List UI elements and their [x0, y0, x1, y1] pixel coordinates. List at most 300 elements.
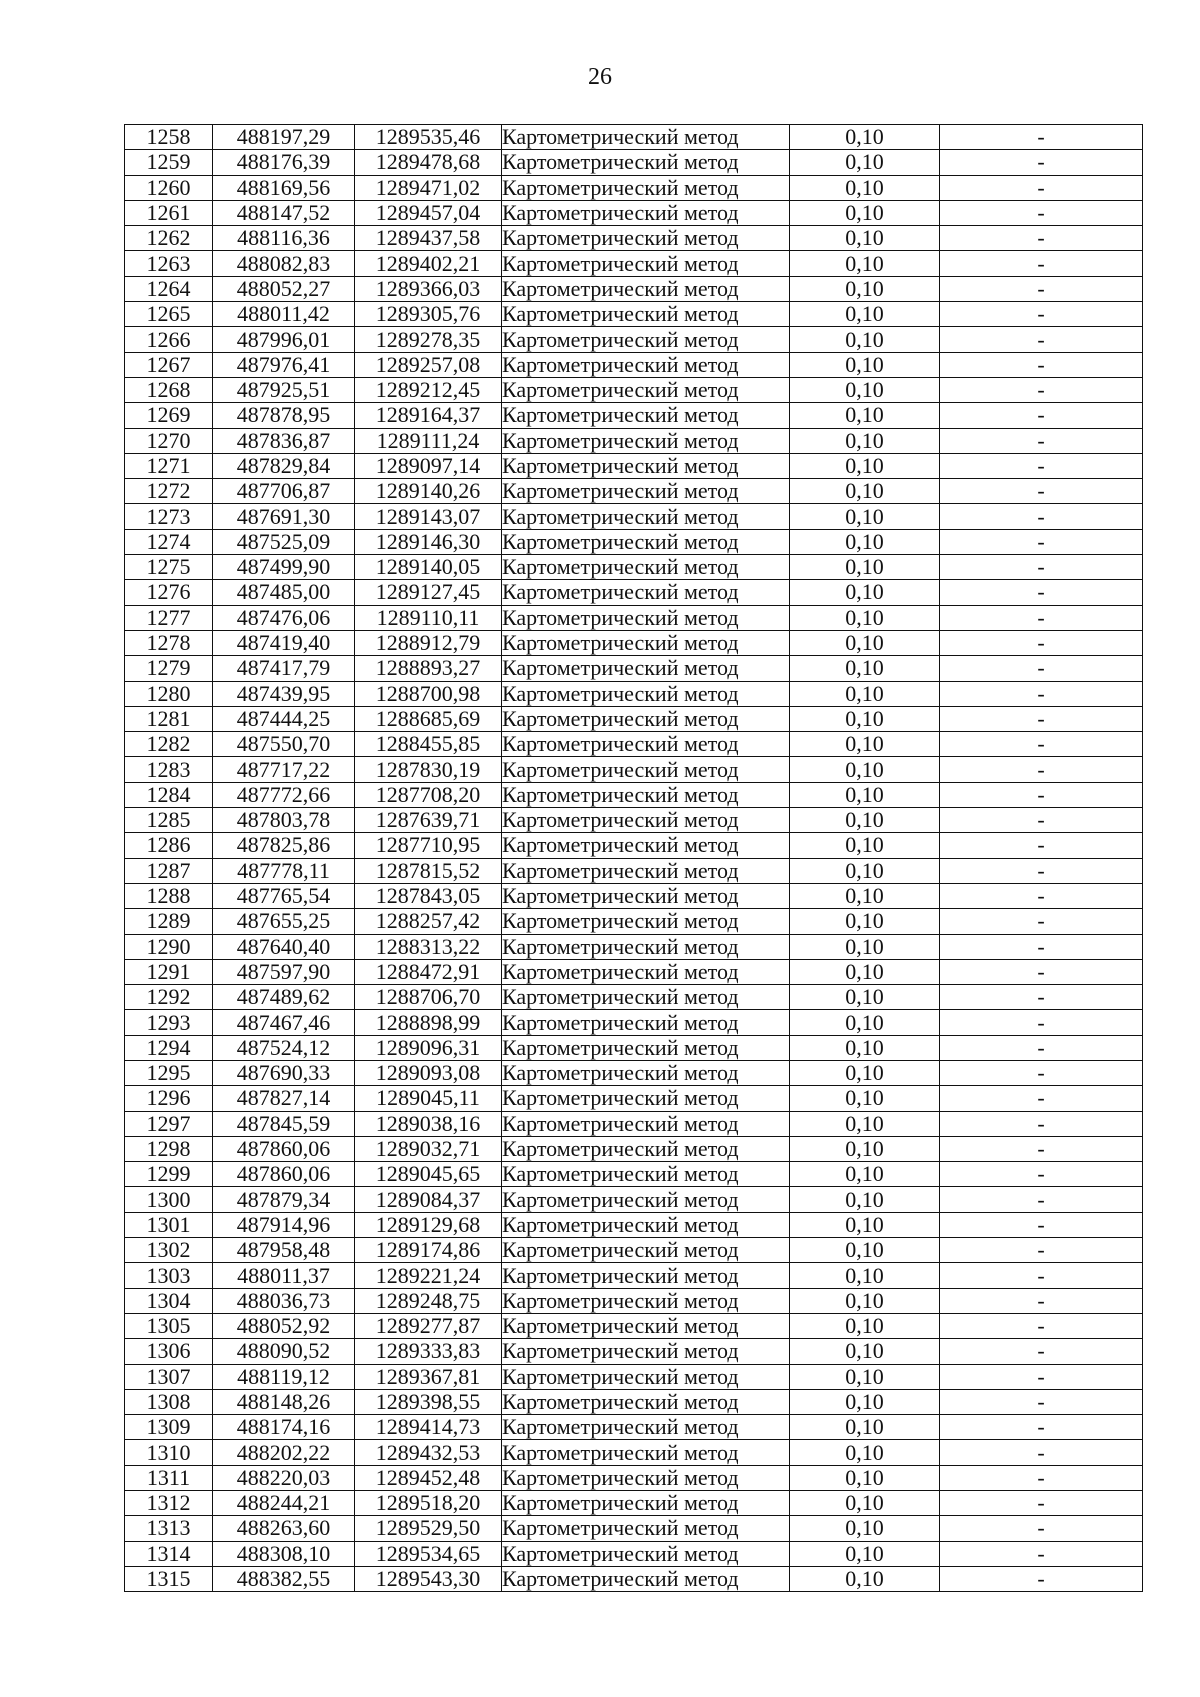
x-coordinate-cell: 488382,55: [213, 1566, 355, 1591]
accuracy-cell: 0,10: [790, 453, 940, 478]
y-coordinate-cell: 1288912,79: [355, 630, 502, 655]
x-coordinate-cell: 487476,06: [213, 605, 355, 630]
y-coordinate-cell: 1289457,04: [355, 200, 502, 225]
method-cell: Картометрический метод: [502, 428, 790, 453]
accuracy-cell: 0,10: [790, 428, 940, 453]
y-coordinate-cell: 1289471,02: [355, 175, 502, 200]
method-cell: Картометрический метод: [502, 1440, 790, 1465]
x-coordinate-cell: 488011,42: [213, 302, 355, 327]
y-coordinate-cell: 1288893,27: [355, 656, 502, 681]
point-number-cell: 1311: [125, 1465, 213, 1490]
description-cell: -: [940, 656, 1143, 681]
description-cell: -: [940, 1187, 1143, 1212]
description-cell: -: [940, 757, 1143, 782]
method-cell: Картометрический метод: [502, 1136, 790, 1161]
description-cell: -: [940, 403, 1143, 428]
x-coordinate-cell: 487772,66: [213, 782, 355, 807]
description-cell: -: [940, 883, 1143, 908]
point-number-cell: 1291: [125, 959, 213, 984]
x-coordinate-cell: 488036,73: [213, 1288, 355, 1313]
description-cell: -: [940, 1516, 1143, 1541]
y-coordinate-cell: 1289518,20: [355, 1491, 502, 1516]
accuracy-cell: 0,10: [790, 1313, 940, 1338]
accuracy-cell: 0,10: [790, 327, 940, 352]
accuracy-cell: 0,10: [790, 1465, 940, 1490]
accuracy-cell: 0,10: [790, 1187, 940, 1212]
table-row: [125, 150, 1143, 175]
table-row: [125, 934, 1143, 959]
table-row: [125, 226, 1143, 251]
accuracy-cell: 0,10: [790, 1288, 940, 1313]
description-cell: -: [940, 909, 1143, 934]
x-coordinate-cell: 487765,54: [213, 883, 355, 908]
point-number-cell: 1294: [125, 1035, 213, 1060]
x-coordinate-cell: 488202,22: [213, 1440, 355, 1465]
accuracy-cell: 0,10: [790, 681, 940, 706]
x-coordinate-cell: 488176,39: [213, 150, 355, 175]
accuracy-cell: 0,10: [790, 782, 940, 807]
description-cell: -: [940, 226, 1143, 251]
point-number-cell: 1295: [125, 1060, 213, 1085]
x-coordinate-cell: 487803,78: [213, 808, 355, 833]
method-cell: Картометрический метод: [502, 125, 790, 150]
point-number-cell: 1292: [125, 985, 213, 1010]
method-cell: Картометрический метод: [502, 1364, 790, 1389]
method-cell: Картометрический метод: [502, 1086, 790, 1111]
description-cell: -: [940, 1111, 1143, 1136]
table-row: [125, 1339, 1143, 1364]
method-cell: Картометрический метод: [502, 276, 790, 301]
table-row: [125, 1263, 1143, 1288]
y-coordinate-cell: 1289045,65: [355, 1162, 502, 1187]
description-cell: -: [940, 782, 1143, 807]
y-coordinate-cell: 1289093,08: [355, 1060, 502, 1085]
table-row: [125, 276, 1143, 301]
x-coordinate-cell: 487778,11: [213, 858, 355, 883]
y-coordinate-cell: 1289221,24: [355, 1263, 502, 1288]
point-number-cell: 1264: [125, 276, 213, 301]
table-row: [125, 656, 1143, 681]
accuracy-cell: 0,10: [790, 1516, 940, 1541]
x-coordinate-cell: 488263,60: [213, 1516, 355, 1541]
accuracy-cell: 0,10: [790, 630, 940, 655]
method-cell: Картометрический метод: [502, 377, 790, 402]
method-cell: Картометрический метод: [502, 1162, 790, 1187]
table-row: [125, 1566, 1143, 1591]
method-cell: Картометрический метод: [502, 555, 790, 580]
point-number-cell: 1263: [125, 251, 213, 276]
y-coordinate-cell: 1289305,76: [355, 302, 502, 327]
table-row: [125, 453, 1143, 478]
x-coordinate-cell: 487717,22: [213, 757, 355, 782]
y-coordinate-cell: 1288700,98: [355, 681, 502, 706]
accuracy-cell: 0,10: [790, 985, 940, 1010]
table-row: [125, 757, 1143, 782]
description-cell: -: [940, 630, 1143, 655]
point-number-cell: 1301: [125, 1212, 213, 1237]
x-coordinate-cell: 487655,25: [213, 909, 355, 934]
point-number-cell: 1272: [125, 479, 213, 504]
x-coordinate-cell: 487860,06: [213, 1162, 355, 1187]
table-row: [125, 1465, 1143, 1490]
point-number-cell: 1290: [125, 934, 213, 959]
point-number-cell: 1262: [125, 226, 213, 251]
table-row: [125, 1313, 1143, 1338]
description-cell: -: [940, 1212, 1143, 1237]
description-cell: -: [940, 1060, 1143, 1085]
accuracy-cell: 0,10: [790, 1212, 940, 1237]
y-coordinate-cell: 1287639,71: [355, 808, 502, 833]
coordinates-table-body: [125, 125, 1143, 1592]
point-number-cell: 1265: [125, 302, 213, 327]
x-coordinate-cell: 488082,83: [213, 251, 355, 276]
method-cell: Картометрический метод: [502, 302, 790, 327]
y-coordinate-cell: 1289129,68: [355, 1212, 502, 1237]
table-row: [125, 1111, 1143, 1136]
accuracy-cell: 0,10: [790, 808, 940, 833]
description-cell: -: [940, 1086, 1143, 1111]
accuracy-cell: 0,10: [790, 529, 940, 554]
method-cell: Картометрический метод: [502, 504, 790, 529]
description-cell: -: [940, 1541, 1143, 1566]
y-coordinate-cell: 1287830,19: [355, 757, 502, 782]
accuracy-cell: 0,10: [790, 1086, 940, 1111]
accuracy-cell: 0,10: [790, 580, 940, 605]
description-cell: -: [940, 276, 1143, 301]
point-number-cell: 1286: [125, 833, 213, 858]
y-coordinate-cell: 1289146,30: [355, 529, 502, 554]
description-cell: -: [940, 580, 1143, 605]
x-coordinate-cell: 487489,62: [213, 985, 355, 1010]
table-row: [125, 504, 1143, 529]
point-number-cell: 1287: [125, 858, 213, 883]
accuracy-cell: 0,10: [790, 150, 940, 175]
accuracy-cell: 0,10: [790, 605, 940, 630]
point-number-cell: 1306: [125, 1339, 213, 1364]
description-cell: -: [940, 504, 1143, 529]
point-number-cell: 1304: [125, 1288, 213, 1313]
x-coordinate-cell: 487550,70: [213, 732, 355, 757]
point-number-cell: 1281: [125, 706, 213, 731]
point-number-cell: 1267: [125, 352, 213, 377]
point-number-cell: 1277: [125, 605, 213, 630]
description-cell: -: [940, 1136, 1143, 1161]
x-coordinate-cell: 488052,27: [213, 276, 355, 301]
method-cell: Картометрический метод: [502, 1238, 790, 1263]
table-row: [125, 403, 1143, 428]
method-cell: Картометрический метод: [502, 808, 790, 833]
x-coordinate-cell: 488197,29: [213, 125, 355, 150]
method-cell: Картометрический метод: [502, 1035, 790, 1060]
x-coordinate-cell: 488052,92: [213, 1313, 355, 1338]
y-coordinate-cell: 1289084,37: [355, 1187, 502, 1212]
method-cell: Картометрический метод: [502, 757, 790, 782]
description-cell: -: [940, 453, 1143, 478]
method-cell: Картометрический метод: [502, 529, 790, 554]
accuracy-cell: 0,10: [790, 1010, 940, 1035]
point-number-cell: 1309: [125, 1415, 213, 1440]
y-coordinate-cell: 1289366,03: [355, 276, 502, 301]
accuracy-cell: 0,10: [790, 1440, 940, 1465]
description-cell: -: [940, 833, 1143, 858]
method-cell: Картометрический метод: [502, 706, 790, 731]
point-number-cell: 1288: [125, 883, 213, 908]
description-cell: -: [940, 1035, 1143, 1060]
x-coordinate-cell: 488147,52: [213, 200, 355, 225]
accuracy-cell: 0,10: [790, 1238, 940, 1263]
y-coordinate-cell: 1289277,87: [355, 1313, 502, 1338]
method-cell: Картометрический метод: [502, 251, 790, 276]
accuracy-cell: 0,10: [790, 175, 940, 200]
description-cell: -: [940, 732, 1143, 757]
method-cell: Картометрический метод: [502, 959, 790, 984]
x-coordinate-cell: 487524,12: [213, 1035, 355, 1060]
point-number-cell: 1271: [125, 453, 213, 478]
y-coordinate-cell: 1289534,65: [355, 1541, 502, 1566]
y-coordinate-cell: 1289478,68: [355, 150, 502, 175]
x-coordinate-cell: 487958,48: [213, 1238, 355, 1263]
point-number-cell: 1296: [125, 1086, 213, 1111]
x-coordinate-cell: 487439,95: [213, 681, 355, 706]
description-cell: -: [940, 605, 1143, 630]
table-row: [125, 1541, 1143, 1566]
accuracy-cell: 0,10: [790, 1415, 940, 1440]
accuracy-cell: 0,10: [790, 1541, 940, 1566]
method-cell: Картометрический метод: [502, 858, 790, 883]
accuracy-cell: 0,10: [790, 1035, 940, 1060]
y-coordinate-cell: 1289437,58: [355, 226, 502, 251]
table-row: [125, 428, 1143, 453]
accuracy-cell: 0,10: [790, 125, 940, 150]
y-coordinate-cell: 1288898,99: [355, 1010, 502, 1035]
table-row: [125, 175, 1143, 200]
method-cell: Картометрический метод: [502, 479, 790, 504]
y-coordinate-cell: 1287710,95: [355, 833, 502, 858]
y-coordinate-cell: 1289414,73: [355, 1415, 502, 1440]
method-cell: Картометрический метод: [502, 833, 790, 858]
point-number-cell: 1289: [125, 909, 213, 934]
method-cell: Картометрический метод: [502, 1465, 790, 1490]
point-number-cell: 1308: [125, 1389, 213, 1414]
y-coordinate-cell: 1289402,21: [355, 251, 502, 276]
x-coordinate-cell: 488119,12: [213, 1364, 355, 1389]
point-number-cell: 1276: [125, 580, 213, 605]
accuracy-cell: 0,10: [790, 1389, 940, 1414]
description-cell: -: [940, 1162, 1143, 1187]
x-coordinate-cell: 488308,10: [213, 1541, 355, 1566]
y-coordinate-cell: 1289367,81: [355, 1364, 502, 1389]
table-row: [125, 1516, 1143, 1541]
method-cell: Картометрический метод: [502, 200, 790, 225]
x-coordinate-cell: 488090,52: [213, 1339, 355, 1364]
table-row: [125, 706, 1143, 731]
x-coordinate-cell: 487706,87: [213, 479, 355, 504]
method-cell: Картометрический метод: [502, 883, 790, 908]
table-row: [125, 959, 1143, 984]
table-row: [125, 580, 1143, 605]
point-number-cell: 1268: [125, 377, 213, 402]
coordinates-table: [124, 124, 1143, 1592]
x-coordinate-cell: 488169,56: [213, 175, 355, 200]
method-cell: Картометрический метод: [502, 909, 790, 934]
accuracy-cell: 0,10: [790, 504, 940, 529]
table-row: [125, 1060, 1143, 1085]
x-coordinate-cell: 488174,16: [213, 1415, 355, 1440]
table-row: [125, 377, 1143, 402]
y-coordinate-cell: 1287843,05: [355, 883, 502, 908]
table-row: [125, 985, 1143, 1010]
description-cell: -: [940, 428, 1143, 453]
method-cell: Картометрический метод: [502, 1566, 790, 1591]
table-row: [125, 200, 1143, 225]
x-coordinate-cell: 487597,90: [213, 959, 355, 984]
accuracy-cell: 0,10: [790, 1060, 940, 1085]
y-coordinate-cell: 1289032,71: [355, 1136, 502, 1161]
table-row: [125, 302, 1143, 327]
y-coordinate-cell: 1289038,16: [355, 1111, 502, 1136]
table-row: [125, 251, 1143, 276]
description-cell: -: [940, 251, 1143, 276]
accuracy-cell: 0,10: [790, 732, 940, 757]
method-cell: Картометрический метод: [502, 175, 790, 200]
y-coordinate-cell: 1289174,86: [355, 1238, 502, 1263]
point-number-cell: 1298: [125, 1136, 213, 1161]
point-number-cell: 1275: [125, 555, 213, 580]
accuracy-cell: 0,10: [790, 403, 940, 428]
description-cell: -: [940, 1010, 1143, 1035]
accuracy-cell: 0,10: [790, 934, 940, 959]
y-coordinate-cell: 1289097,14: [355, 453, 502, 478]
accuracy-cell: 0,10: [790, 1162, 940, 1187]
y-coordinate-cell: 1288685,69: [355, 706, 502, 731]
method-cell: Картометрический метод: [502, 352, 790, 377]
table-row: [125, 732, 1143, 757]
table-row: [125, 782, 1143, 807]
description-cell: -: [940, 706, 1143, 731]
method-cell: Картометрический метод: [502, 732, 790, 757]
point-number-cell: 1310: [125, 1440, 213, 1465]
point-number-cell: 1258: [125, 125, 213, 150]
description-cell: -: [940, 150, 1143, 175]
description-cell: -: [940, 985, 1143, 1010]
table-row: [125, 1491, 1143, 1516]
x-coordinate-cell: 488148,26: [213, 1389, 355, 1414]
y-coordinate-cell: 1289110,11: [355, 605, 502, 630]
table-row: [125, 1238, 1143, 1263]
point-number-cell: 1274: [125, 529, 213, 554]
point-number-cell: 1280: [125, 681, 213, 706]
table-row: [125, 681, 1143, 706]
x-coordinate-cell: 487825,86: [213, 833, 355, 858]
y-coordinate-cell: 1289529,50: [355, 1516, 502, 1541]
table-row: [125, 352, 1143, 377]
accuracy-cell: 0,10: [790, 909, 940, 934]
y-coordinate-cell: 1289143,07: [355, 504, 502, 529]
table-row: [125, 909, 1143, 934]
point-number-cell: 1259: [125, 150, 213, 175]
description-cell: -: [940, 1364, 1143, 1389]
x-coordinate-cell: 487836,87: [213, 428, 355, 453]
accuracy-cell: 0,10: [790, 1491, 940, 1516]
method-cell: Картометрический метод: [502, 1516, 790, 1541]
y-coordinate-cell: 1289140,05: [355, 555, 502, 580]
table-row: [125, 1187, 1143, 1212]
accuracy-cell: 0,10: [790, 352, 940, 377]
point-number-cell: 1313: [125, 1516, 213, 1541]
method-cell: Картометрический метод: [502, 150, 790, 175]
table-row: [125, 479, 1143, 504]
accuracy-cell: 0,10: [790, 833, 940, 858]
y-coordinate-cell: 1289045,11: [355, 1086, 502, 1111]
method-cell: Картометрический метод: [502, 1212, 790, 1237]
point-number-cell: 1278: [125, 630, 213, 655]
x-coordinate-cell: 487996,01: [213, 327, 355, 352]
table-row: [125, 605, 1143, 630]
method-cell: Картометрический метод: [502, 1060, 790, 1085]
table-row: [125, 1162, 1143, 1187]
y-coordinate-cell: 1289096,31: [355, 1035, 502, 1060]
y-coordinate-cell: 1289164,37: [355, 403, 502, 428]
x-coordinate-cell: 488116,36: [213, 226, 355, 251]
point-number-cell: 1266: [125, 327, 213, 352]
x-coordinate-cell: 487845,59: [213, 1111, 355, 1136]
method-cell: Картометрический метод: [502, 782, 790, 807]
method-cell: Картометрический метод: [502, 985, 790, 1010]
accuracy-cell: 0,10: [790, 706, 940, 731]
accuracy-cell: 0,10: [790, 1263, 940, 1288]
table-row: [125, 1035, 1143, 1060]
y-coordinate-cell: 1289543,30: [355, 1566, 502, 1591]
table-row: [125, 125, 1143, 150]
description-cell: -: [940, 1465, 1143, 1490]
description-cell: -: [940, 1566, 1143, 1591]
x-coordinate-cell: 487878,95: [213, 403, 355, 428]
point-number-cell: 1285: [125, 808, 213, 833]
description-cell: -: [940, 808, 1143, 833]
description-cell: -: [940, 327, 1143, 352]
table-row: [125, 858, 1143, 883]
accuracy-cell: 0,10: [790, 959, 940, 984]
table-row: [125, 883, 1143, 908]
method-cell: Картометрический метод: [502, 226, 790, 251]
x-coordinate-cell: 488011,37: [213, 1263, 355, 1288]
method-cell: Картометрический метод: [502, 580, 790, 605]
description-cell: -: [940, 1339, 1143, 1364]
table-row: [125, 529, 1143, 554]
method-cell: Картометрический метод: [502, 453, 790, 478]
point-number-cell: 1299: [125, 1162, 213, 1187]
y-coordinate-cell: 1289452,48: [355, 1465, 502, 1490]
method-cell: Картометрический метод: [502, 934, 790, 959]
x-coordinate-cell: 488244,21: [213, 1491, 355, 1516]
description-cell: -: [940, 1389, 1143, 1414]
method-cell: Картометрический метод: [502, 1541, 790, 1566]
description-cell: -: [940, 529, 1143, 554]
accuracy-cell: 0,10: [790, 377, 940, 402]
description-cell: -: [940, 1263, 1143, 1288]
point-number-cell: 1297: [125, 1111, 213, 1136]
y-coordinate-cell: 1289111,24: [355, 428, 502, 453]
description-cell: -: [940, 352, 1143, 377]
x-coordinate-cell: 487925,51: [213, 377, 355, 402]
method-cell: Картометрический метод: [502, 1010, 790, 1035]
y-coordinate-cell: 1288455,85: [355, 732, 502, 757]
accuracy-cell: 0,10: [790, 251, 940, 276]
point-number-cell: 1273: [125, 504, 213, 529]
y-coordinate-cell: 1288472,91: [355, 959, 502, 984]
y-coordinate-cell: 1289535,46: [355, 125, 502, 150]
accuracy-cell: 0,10: [790, 883, 940, 908]
